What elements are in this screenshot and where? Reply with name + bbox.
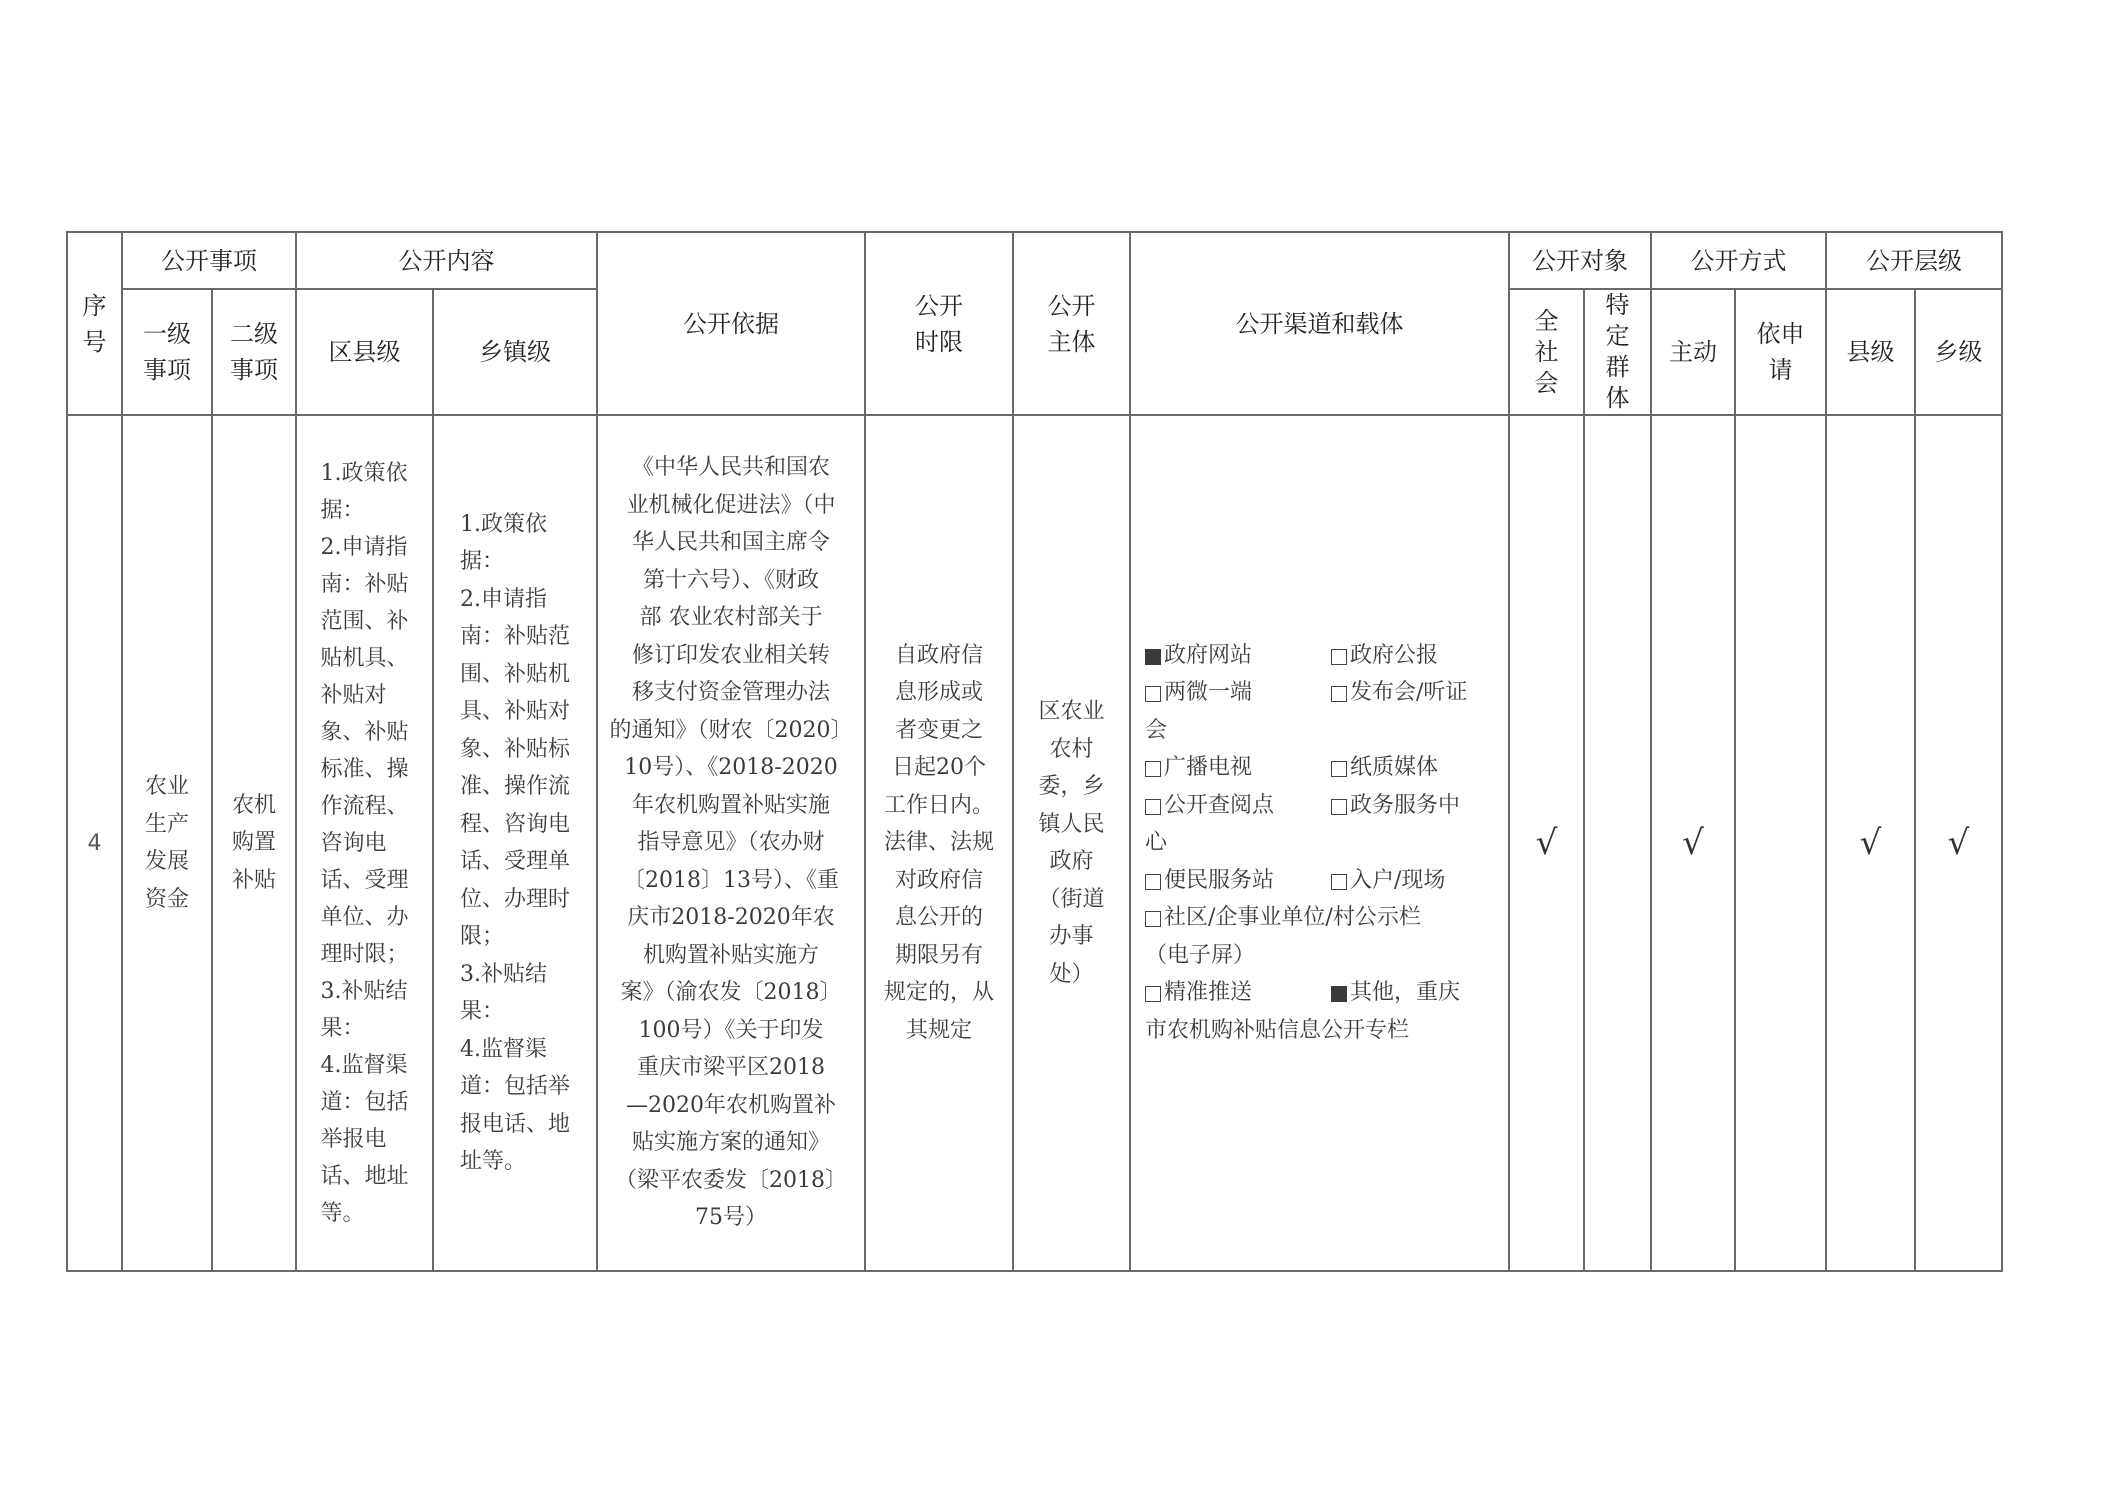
checkbox-empty-icon: [1331, 799, 1347, 815]
channel-row: [1145, 712, 1508, 750]
channel-option: [1145, 1012, 1409, 1050]
on-request-check: [1735, 415, 1826, 1271]
header-active: 主动: [1651, 289, 1735, 415]
channel-label: 纸质媒体: [1350, 755, 1439, 781]
channel-label: 政府网站: [1164, 642, 1253, 668]
checkbox-empty-icon: [1331, 649, 1347, 665]
header-public-item: 公开事项: [122, 232, 296, 289]
checkbox-empty-icon: [1145, 874, 1161, 890]
checkbox-checked-icon: [1331, 986, 1347, 1002]
header-public-content: 公开内容: [296, 232, 597, 289]
row-level1: 农业 生产 发展 资金: [122, 415, 212, 1271]
table-row: [67, 415, 2002, 1271]
channel-option: [1145, 937, 1255, 975]
channel-label: 其他，重庆: [1350, 980, 1461, 1006]
channel-label: 公开查阅点: [1164, 792, 1275, 818]
channel-row: [1145, 862, 1508, 900]
header-method: 公开方式: [1651, 232, 1826, 289]
row-level2: 农机 购置 补贴: [212, 415, 296, 1271]
channel-option: [1331, 862, 1445, 900]
channel-row: [1145, 637, 1508, 675]
channel-option: [1145, 787, 1331, 825]
channel-label: 会: [1145, 717, 1168, 743]
channel-option: [1331, 674, 1467, 712]
header-specific-group: 特 定 群 体: [1584, 289, 1651, 415]
header-subject: 公开 主体: [1013, 232, 1130, 415]
county-level-check: √: [1826, 415, 1915, 1271]
row-subject: 区农业 农村 委，乡 镇人民 政府 （街道 办事 处）: [1013, 415, 1130, 1271]
header-audience: 公开对象: [1509, 232, 1651, 289]
specific-group-check: [1584, 415, 1651, 1271]
header-township: 乡镇级: [433, 289, 597, 415]
channel-label: 发布会/听证: [1350, 680, 1468, 706]
channel-option: [1145, 974, 1331, 1012]
row-channels: [1130, 415, 1509, 1271]
checkbox-empty-icon: [1145, 911, 1161, 927]
checkbox-checked-icon: [1145, 649, 1161, 665]
channel-option: [1145, 712, 1167, 750]
header-whole-society: 全 社 会: [1509, 289, 1584, 415]
channel-label: 两微一端: [1164, 680, 1253, 706]
channel-label: （电子屏）: [1145, 942, 1256, 968]
checkbox-empty-icon: [1145, 761, 1161, 777]
checkbox-empty-icon: [1145, 799, 1161, 815]
channel-option: [1145, 899, 1421, 937]
channels-list: [1145, 637, 1508, 1050]
channel-option: [1145, 862, 1331, 900]
channel-option: [1331, 787, 1460, 825]
checkbox-empty-icon: [1331, 686, 1347, 702]
header-level2: 二级 事项: [212, 289, 296, 415]
active-check: √: [1651, 415, 1735, 1271]
channel-row: [1145, 824, 1508, 862]
checkbox-empty-icon: [1331, 761, 1347, 777]
channel-option: [1331, 749, 1438, 787]
channel-row: [1145, 974, 1508, 1012]
channel-option: [1145, 674, 1331, 712]
row-township-content: 1.政策依 据： 2.申请指 南：补贴范 围、补贴机 具、补贴对 象、补贴标 准、操作流 程、咨询电 话、受理单 位、办理时 限； 3.补贴结 果： 4.监督渠 道：包括举 报电话、地 址等。: [433, 415, 597, 1271]
channel-option: [1145, 824, 1167, 862]
channel-label: 精准推送: [1164, 980, 1253, 1006]
header-county: 区县级: [296, 289, 433, 415]
header-level1: 一级 事项: [122, 289, 212, 415]
channel-label: 社区/企事业单位/村公示栏: [1164, 905, 1421, 931]
header-channels: 公开渠道和载体: [1130, 232, 1509, 415]
disclosure-table: [66, 231, 2003, 1272]
header-level: 公开层级: [1826, 232, 2002, 289]
whole-society-check: √: [1509, 415, 1584, 1271]
header-seq: 序 号: [67, 232, 122, 415]
channel-label: 市农机购补贴信息公开专栏: [1145, 1017, 1410, 1043]
row-seq: 4: [67, 415, 122, 1271]
channel-row: [1145, 937, 1508, 975]
channel-option: [1331, 974, 1460, 1012]
checkbox-empty-icon: [1331, 874, 1347, 890]
channel-row: [1145, 674, 1508, 712]
channel-option: [1331, 637, 1438, 675]
channel-option: [1145, 749, 1331, 787]
row-time-limit: 自政府信 息形成或 者变更之 日起20个 工作日内。 法律、法规 对政府信 息公开的 期限另有 规定的，从 其规定: [865, 415, 1013, 1271]
channel-row: [1145, 749, 1508, 787]
township-level-check: √: [1915, 415, 2002, 1271]
checkbox-empty-icon: [1145, 686, 1161, 702]
channel-label: 广播电视: [1164, 755, 1253, 781]
channel-row: [1145, 787, 1508, 825]
channel-label: 政务服务中: [1350, 792, 1461, 818]
header-county-level: 县级: [1826, 289, 1915, 415]
header-basis: 公开依据: [597, 232, 865, 415]
channel-label: 政府公报: [1350, 642, 1439, 668]
channel-label: 入户/现场: [1350, 867, 1446, 893]
row-county-content: 1.政策依 据： 2.申请指 南：补贴 范围、补 贴机具、 补贴对 象、补贴 标准、操 作流程、 咨询电 话、受理 单位、办 理时限； 3.补贴结 果： 4.监督渠 道：包括 举报电 话、地址 等。: [296, 415, 433, 1271]
channel-label: 心: [1145, 830, 1168, 856]
header-township-level: 乡级: [1915, 289, 2002, 415]
channel-row: [1145, 1012, 1508, 1050]
channel-label: 便民服务站: [1164, 867, 1275, 893]
checkbox-empty-icon: [1145, 986, 1161, 1002]
header-on-request: 依申 请: [1735, 289, 1826, 415]
channel-row: [1145, 899, 1508, 937]
header-time-limit: 公开 时限: [865, 232, 1013, 415]
row-basis: 《中华人民共和国农 业机械化促进法》（中 华人民共和国主席令 第十六号）、《财政 部 农业农村部关于 修订印发农业相关转 移支付资金管理办法 的通知》（财农〔2020〕 10号）、《2018-2020 年农机购置补贴实施 指导意见》（农办财 〔2018〕13号）、《重 庆市2018-2020年农 机购置补贴实施方 案》（渝农发〔2018〕 100号）《关于印发 重庆市梁平区2018 —2020年农机购置补 贴实施方案的通知》 （梁平农委发〔2018〕 75号）: [597, 415, 865, 1271]
channel-option: [1145, 637, 1331, 675]
